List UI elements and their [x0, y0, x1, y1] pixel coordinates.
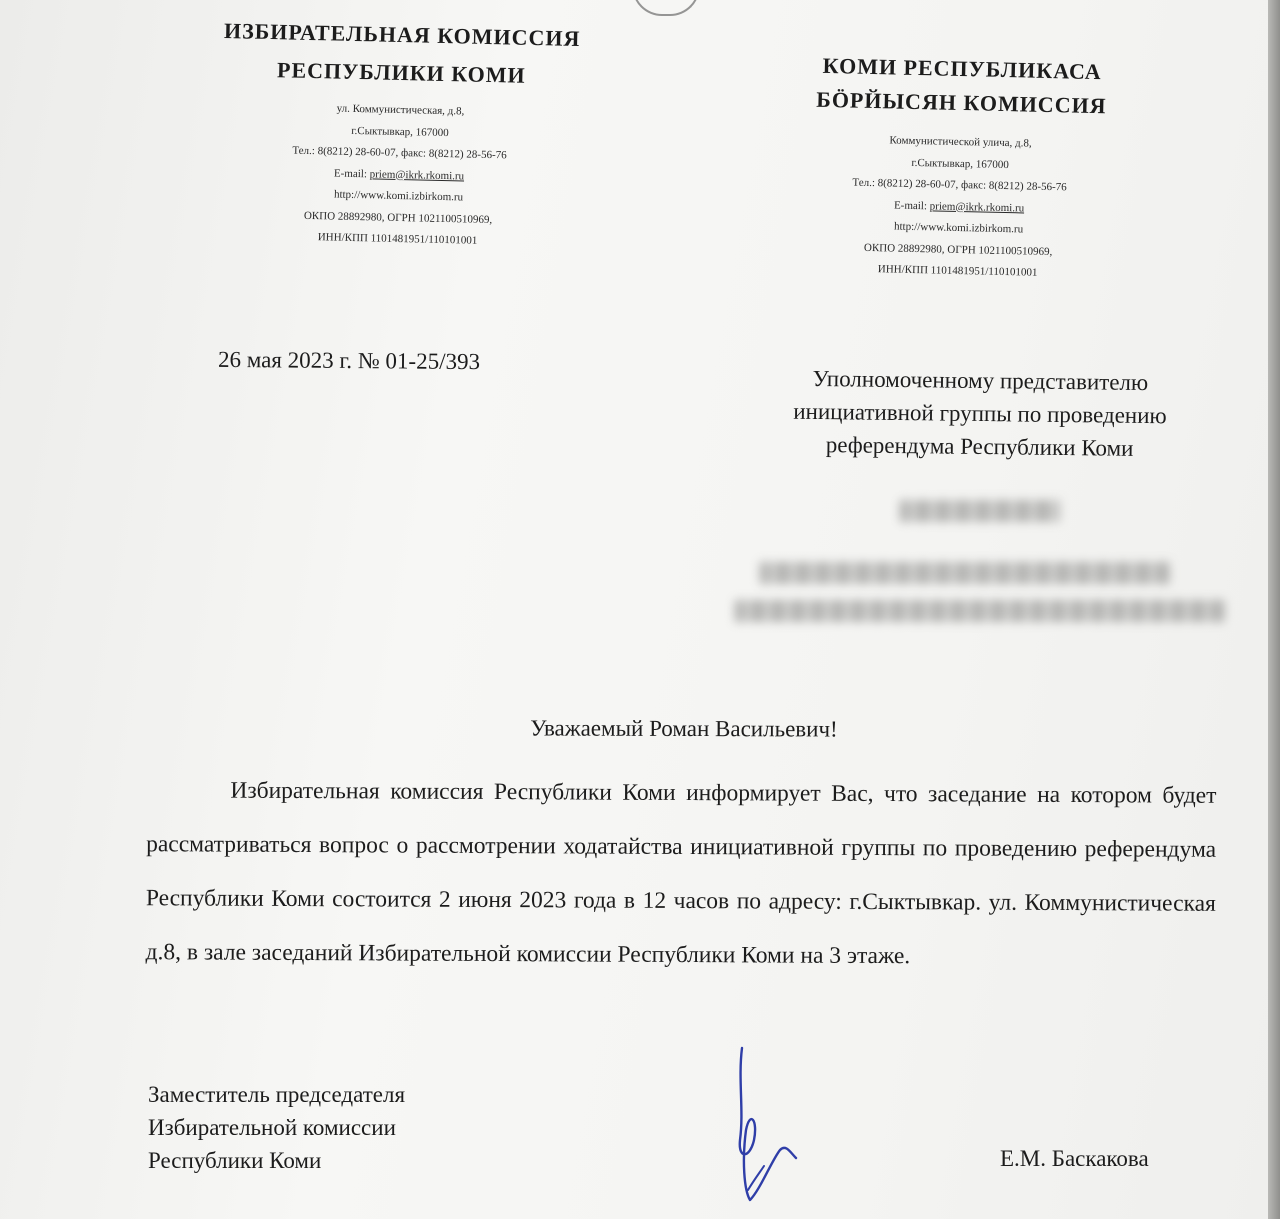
- org-title-line: РЕСПУБЛИКИ КОМИ: [276, 57, 526, 88]
- phone-line: Тел.: 8(8212) 28-60-07, факс: 8(8212) 28-56-76: [292, 144, 507, 162]
- addressee-block: [729, 361, 1230, 466]
- letter-body: Избирательная комиссия Республики Коми информирует Вас, что заседание на котором будет рассматриваться вопрос о рассмотрении ходатайства инициативной группы по проведению референдума Республики Коми состоится 2 июня 2023 года в 12 часов по адресу: г.Сыктывкар. ул. Коммунистическая д.8, в зале заседаний Избирательной комиссии Республики Коми на 3 этаже.: [145, 777, 1217, 970]
- signer-position-line: Республики Коми: [148, 1148, 322, 1173]
- okpo-line: ОКПО 28892980, ОГРН 1021100510969,: [303, 209, 493, 226]
- addressee-line: Уполномоченному представителю: [812, 365, 1149, 396]
- addressee-line: инициативной группы по проведению: [793, 398, 1167, 429]
- signer-position-line: Избирательной комиссии: [148, 1115, 396, 1140]
- header-right: [697, 46, 1222, 288]
- inn-line: ИНН/КПП 1101481951/110101001: [877, 263, 1038, 279]
- handwritten-signature: [720, 1040, 840, 1210]
- signer-name: Е.М. Баскакова: [1000, 1146, 1149, 1171]
- org-title-line: ИЗБИРАТЕЛЬНАЯ КОМИССИЯ: [223, 17, 581, 52]
- okpo-line: ОКПО 28892980, ОГРН 1021100510969,: [863, 241, 1053, 258]
- redacted-name: [900, 500, 1060, 522]
- email-label: E-mail:: [333, 167, 368, 180]
- org-details-komi: [697, 126, 1220, 288]
- redacted-address-line: [760, 562, 1170, 584]
- email-link[interactable]: priem@ikrk.rkomi.ru: [929, 199, 1025, 214]
- address-line: ул. Коммунистическая, д.8,: [336, 102, 465, 118]
- org-title-line: КОМИ РЕСПУБЛИКАСА: [822, 52, 1103, 85]
- header-left: [147, 10, 652, 256]
- address-line: Коммунистической улича, д.8,: [889, 134, 1032, 150]
- org-title-ru: [151, 10, 653, 97]
- signer-position-line: Заместитель председателя: [148, 1082, 406, 1107]
- address-line: г.Сыктывкар, 167000: [911, 156, 1009, 171]
- phone-line: Тел.: 8(8212) 28-60-07, факс: 8(8212) 28-56-76: [852, 176, 1067, 194]
- org-details-ru: [147, 94, 650, 256]
- emblem-icon: [632, 0, 700, 16]
- signer-position: [148, 1078, 405, 1177]
- address-line: г.Сыктывкар, 167000: [351, 124, 449, 139]
- document-date-number: 26 мая 2023 г. № 01-25/393: [217, 346, 481, 375]
- redacted-address-line: [735, 600, 1225, 622]
- website-line[interactable]: http://www.komi.izbirkom.ru: [333, 188, 464, 204]
- email-link[interactable]: priem@ikrk.rkomi.ru: [369, 167, 465, 182]
- salutation: Уважаемый Роман Васильевич!: [530, 715, 838, 742]
- page-edge-shadow: [1268, 0, 1280, 1219]
- email-label: E-mail:: [893, 199, 928, 212]
- addressee-line: референдума Республики Коми: [825, 432, 1134, 461]
- website-line[interactable]: http://www.komi.izbirkom.ru: [893, 220, 1024, 236]
- inn-line: ИНН/КПП 1101481951/110101001: [317, 231, 478, 247]
- org-title-line: БÖРЙЫСЯН КОМИССИЯ: [816, 86, 1107, 119]
- org-title-komi: [701, 46, 1222, 126]
